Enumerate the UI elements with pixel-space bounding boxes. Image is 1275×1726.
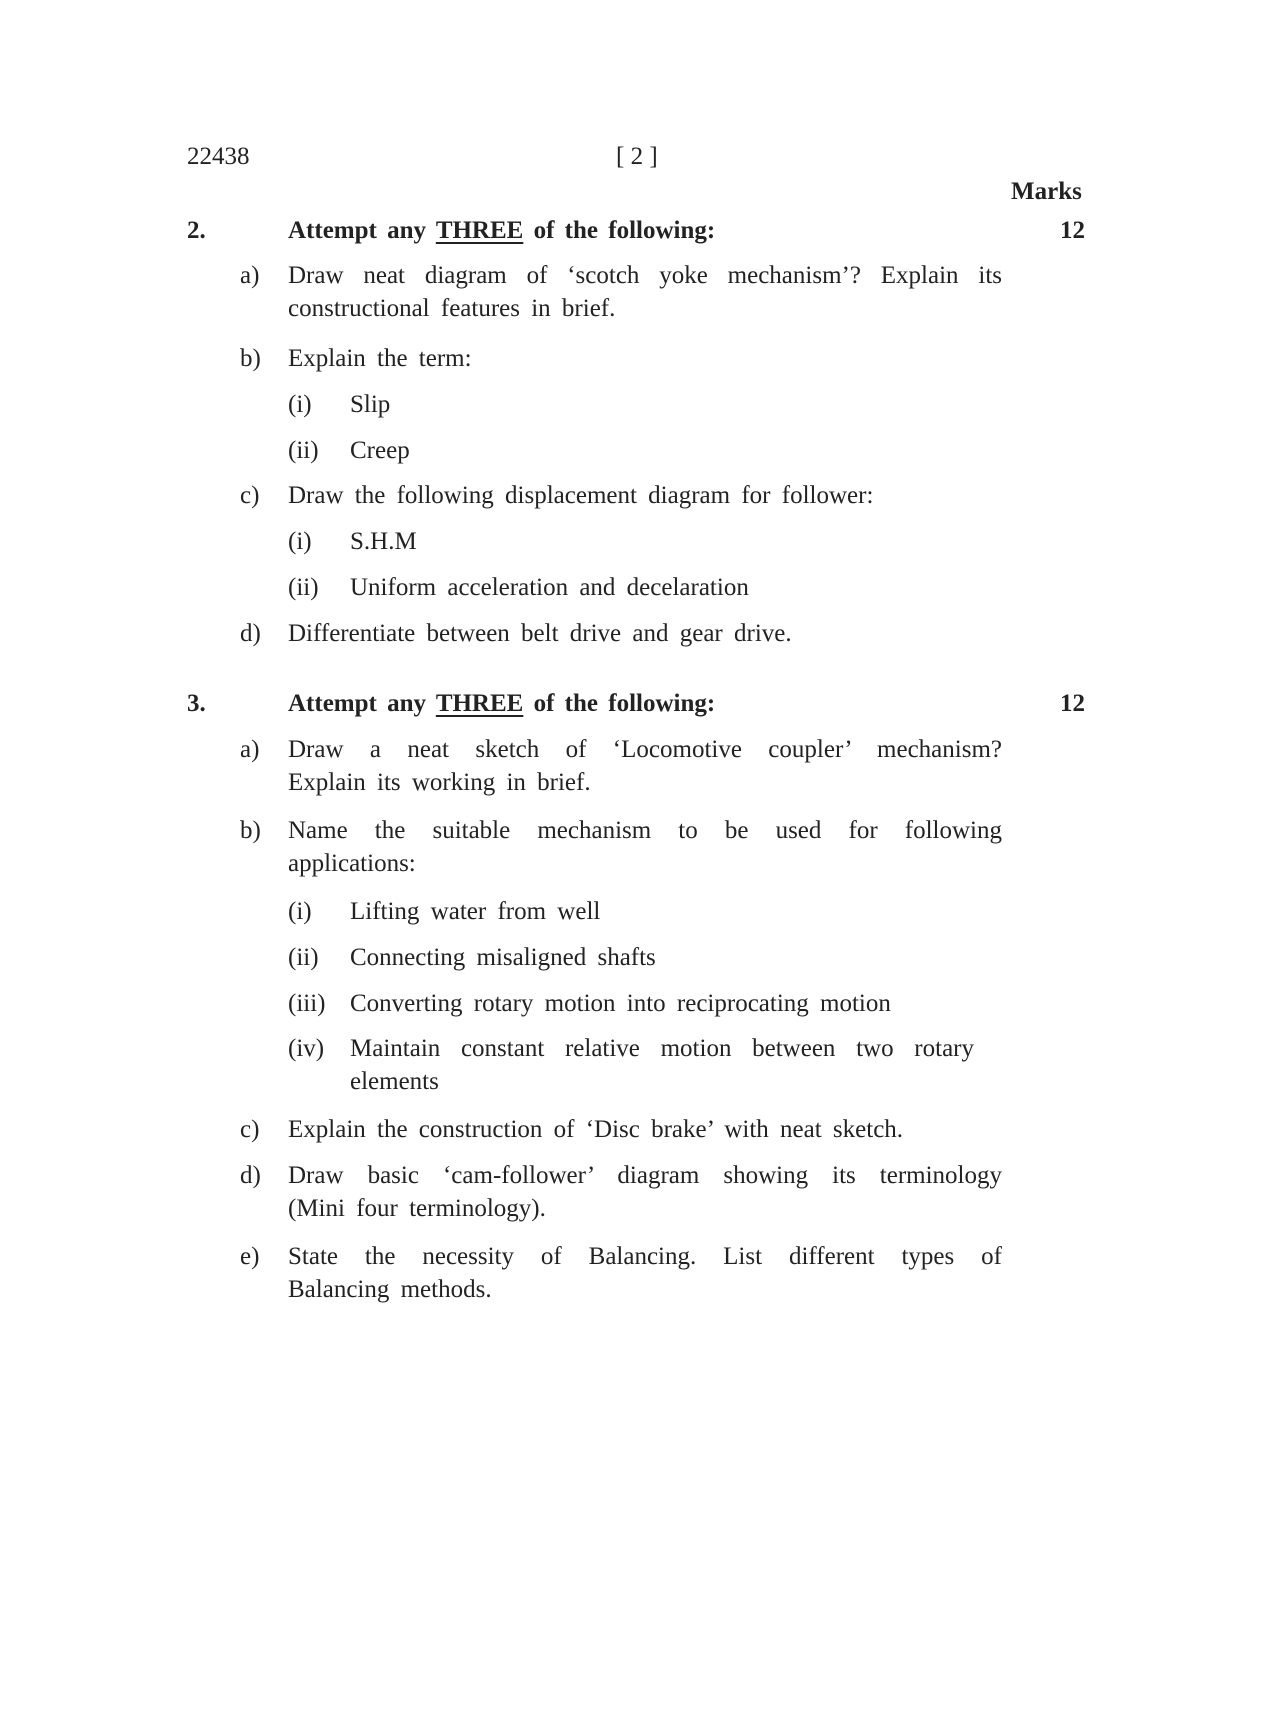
item-text xyxy=(350,388,974,421)
text-line: (Mini four terminology). xyxy=(288,1195,546,1222)
text-line: Creep xyxy=(350,437,410,464)
question-marks: 12 xyxy=(1060,690,1085,717)
item-label: (i) xyxy=(288,898,312,925)
text-line: Connecting misaligned shafts xyxy=(350,944,656,971)
subquestion-text xyxy=(288,342,1002,375)
item-text xyxy=(350,987,974,1020)
text-line: Lifting water from well xyxy=(350,898,601,925)
subquestion-label: b) xyxy=(240,345,261,372)
item-text xyxy=(350,941,974,974)
subquestion-label: d) xyxy=(240,1162,261,1189)
item-label: (ii) xyxy=(288,574,319,601)
text-line: Explain the construction of ‘Disc brake’ with neat sketch. xyxy=(288,1116,904,1143)
paper-code: 22438 xyxy=(187,143,250,170)
item-label: (i) xyxy=(288,528,312,555)
subquestion-label: c) xyxy=(240,1116,260,1143)
item-label: (i) xyxy=(288,391,312,418)
instruction-text: Attempt any xyxy=(288,690,436,717)
instruction-emphasis: THREE xyxy=(435,217,524,244)
subquestion-label: c) xyxy=(240,482,260,509)
item-label: (ii) xyxy=(288,944,319,971)
item-text xyxy=(350,571,974,604)
item-label: (iv) xyxy=(288,1035,325,1062)
text-line: Maintain constant relative motion between two rotary xyxy=(350,1035,974,1062)
subquestion-label: b) xyxy=(240,817,261,844)
text-line: Draw the following displacement diagram for follower: xyxy=(288,482,874,509)
text-line: Draw basic ‘cam-follower’ diagram showing its terminology xyxy=(288,1162,1002,1189)
subquestion-text xyxy=(288,1113,1002,1146)
text-line: Draw a neat sketch of ‘Locomotive coupler’ mechanism? xyxy=(288,736,1002,763)
item-label: (ii) xyxy=(288,437,319,464)
subquestion-text xyxy=(288,1159,1002,1225)
text-line: constructional features in brief. xyxy=(288,295,616,322)
instruction-text: of the following: xyxy=(523,690,716,717)
text-line: Converting rotary motion into reciprocating motion xyxy=(350,990,891,1017)
question-number: 3. xyxy=(187,690,206,717)
text-line: elements xyxy=(350,1068,439,1095)
subquestion-text xyxy=(288,617,1002,650)
subquestion-label: d) xyxy=(240,620,261,647)
question-instruction xyxy=(288,217,715,245)
subquestion-label: a) xyxy=(240,262,260,289)
instruction-text: of the following: xyxy=(523,217,716,244)
subquestion-label: e) xyxy=(240,1243,260,1270)
subquestion-text xyxy=(288,814,1002,880)
question-marks: 12 xyxy=(1060,217,1085,244)
subquestion-text xyxy=(288,479,1002,512)
item-text xyxy=(350,895,974,928)
subquestion-text xyxy=(288,1240,1002,1306)
item-text xyxy=(350,1032,974,1098)
text-line: Uniform acceleration and decelaration xyxy=(350,574,749,601)
text-line: Draw neat diagram of ‘scotch yoke mechanism’? Explain its xyxy=(288,262,1002,289)
item-label: (iii) xyxy=(288,990,326,1017)
text-line: Explain the term: xyxy=(288,345,472,372)
item-text xyxy=(350,525,974,558)
item-text xyxy=(350,434,974,467)
text-line: Differentiate between belt drive and gear drive. xyxy=(288,620,792,647)
text-line: State the necessity of Balancing. List different types of xyxy=(288,1243,1002,1270)
instruction-text: Attempt any xyxy=(288,217,436,244)
question-number: 2. xyxy=(187,217,206,244)
marks-column-header: Marks xyxy=(1011,178,1082,205)
text-line: S.H.M xyxy=(350,528,417,555)
text-line: Balancing methods. xyxy=(288,1276,492,1303)
text-line: Name the suitable mechanism to be used for following xyxy=(288,817,1002,844)
page-number: [ 2 ] xyxy=(616,143,658,170)
subquestion-text xyxy=(288,259,1002,325)
subquestion-text xyxy=(288,733,1002,799)
text-line: Slip xyxy=(350,391,391,418)
text-line: applications: xyxy=(288,850,416,877)
text-line: Explain its working in brief. xyxy=(288,769,591,796)
question-instruction xyxy=(288,690,715,718)
instruction-emphasis: THREE xyxy=(435,690,524,717)
subquestion-label: a) xyxy=(240,736,260,763)
